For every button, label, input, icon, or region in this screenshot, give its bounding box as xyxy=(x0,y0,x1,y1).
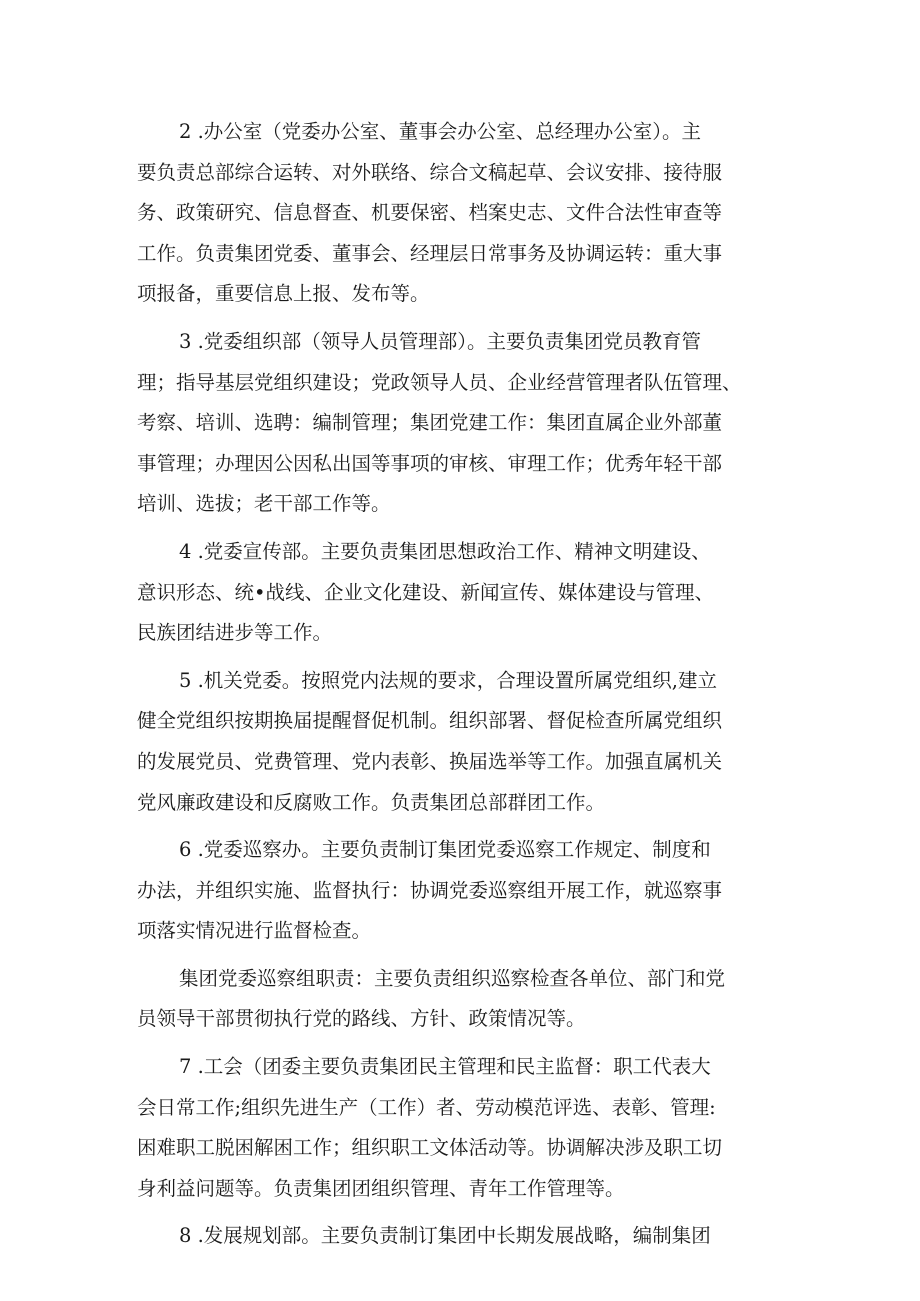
text-line: 办法，并组织实施、监督执行：协调党委巡察组开展工作，就巡察事 xyxy=(137,878,723,902)
text-line: 党风廉政建设和反腐败工作。负责集团总部群团工作。 xyxy=(137,790,606,814)
text-line: 意识形态、统•战线、企业文化建设、新闻宣传、媒体建设与管理、 xyxy=(137,580,715,604)
text-line: 要负责总部综合运转、对外联络、综合文稿起草、会议安排、接待服 xyxy=(137,160,723,184)
paragraph-inspection-group xyxy=(137,959,787,1040)
text-line: 身利益问题等。负责集团团组织管理、青年工作管理等。 xyxy=(137,1176,625,1200)
text-line: 的发展党员、党费管理、党内表彰、换届选举等工作。加强直属机关 xyxy=(137,749,723,773)
text-line: 健全党组织按期换届提醒督促机制。组织部署、督促检查所属党组织 xyxy=(137,709,723,733)
text-line: 5 .机关党委。按照党内法规的要求，合理设置所属党组织,建立 xyxy=(179,668,718,692)
text-line: 务、政策研究、信息督查、机要保密、档案史志、文件合法性审查等 xyxy=(137,201,723,225)
text-line: 会日常工作;组织先进生产（工作）者、劳动模范评选、表彰、管理: xyxy=(137,1095,716,1119)
text-line: 困难职工脱困解困工作；组织职工文体活动等。协调解决涉及职工切 xyxy=(137,1136,723,1160)
text-line: 培训、选拔；老干部工作等。 xyxy=(137,492,391,516)
text-line: 理；指导基层党组织建设；党政领导人员、企业经营管理者队伍管理、 xyxy=(137,370,742,394)
text-line: 6 .党委巡察办。主要负责制订集团党委巡察工作规定、制度和 xyxy=(179,838,711,862)
text-line: 事管理；办理因公因私出国等事项的审核、审理工作；优秀年轻干部 xyxy=(137,451,723,475)
document-body xyxy=(137,112,787,1264)
text-line: 集团党委巡察组职责：主要负责组织巡察检查各单位、部门和党 xyxy=(179,966,726,990)
text-line: 民族团结进步等工作。 xyxy=(137,621,333,645)
text-line: 项落实情况进行监督检查。 xyxy=(137,919,372,943)
text-line: 8 .发展规划部。主要负责制订集团中长期发展战略，编制集团 xyxy=(179,1224,711,1248)
text-line: 3 .党委组织部（领导人员管理部）。主要负责集团党员教育管 xyxy=(179,329,702,353)
text-line: 2 .办公室（党委办公室、董事会办公室、总经理办公室）。主 xyxy=(179,120,702,143)
text-line: 考察、培训、选聘：编制管理；集团党建工作：集团直属企业外部董 xyxy=(137,411,723,435)
paragraph-inspection-office xyxy=(137,830,787,952)
paragraph-development-planning xyxy=(137,1216,787,1257)
text-line: 4 .党委宣传部。主要负责集团思想政治工作、精神文明建设、 xyxy=(179,539,711,563)
paragraph-organization-dept xyxy=(137,322,787,525)
text-line: 工作。负责集团党委、董事会、经理层日常事务及协调运转：重大事 xyxy=(137,241,723,265)
paragraph-trade-union xyxy=(137,1047,787,1209)
text-line: 员领导干部贯彻执行党的路线、方针、政策情况等。 xyxy=(137,1007,586,1031)
text-line: 项报备，重要信息上报、发布等。 xyxy=(137,282,430,306)
paragraph-organ-party-committee xyxy=(137,661,787,823)
paragraph-publicity-dept xyxy=(137,532,787,654)
paragraph-office xyxy=(137,112,787,315)
text-line: 7 .工会（团委主要负责集团民主管理和民主监督：职工代表大 xyxy=(179,1055,711,1079)
